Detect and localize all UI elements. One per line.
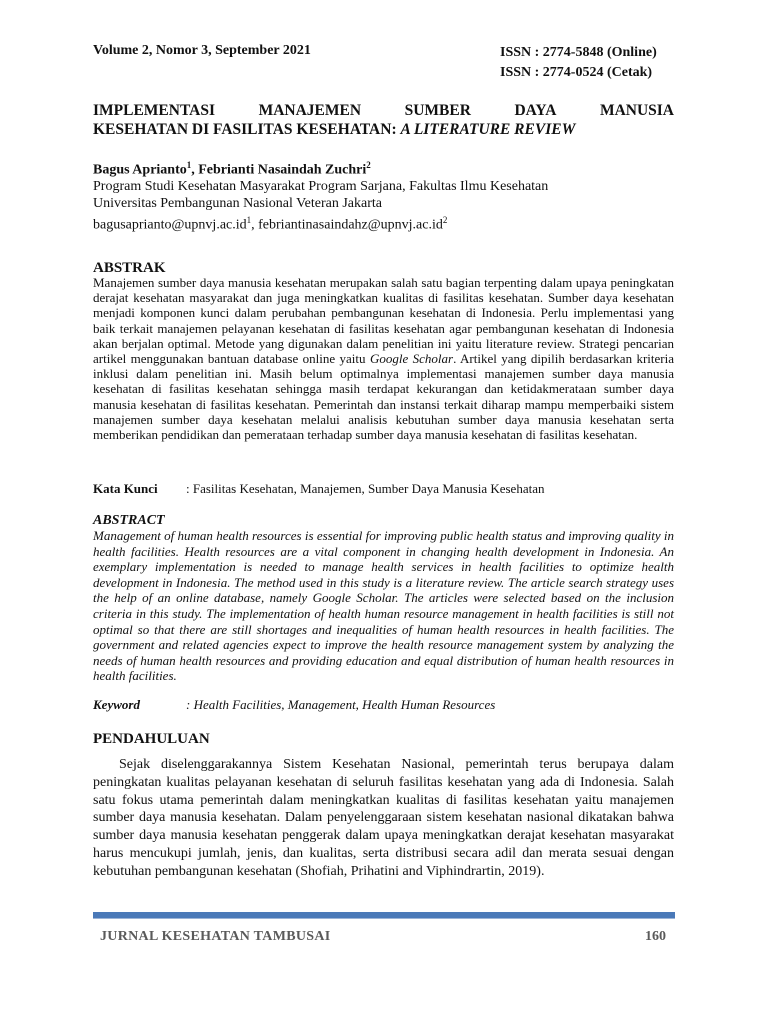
email-2[interactable]: febriantinasaindahz@upnvj.ac.id <box>258 217 443 233</box>
paper-title <box>93 101 674 139</box>
title-word: MANUSIA <box>599 102 674 119</box>
title-line-1 <box>93 101 674 120</box>
issn-block <box>500 43 657 83</box>
kata-kunci-label: Kata Kunci <box>93 481 158 496</box>
abstrak-text-italic: Google Scholar <box>369 351 454 367</box>
abstrak-text-part-1: Manajemen sumber daya manusia kesehatan merupakan salah satu bagian terpenting dalam upaya peningkatan derajat kesehatan masyarakat dan juga meningkatkan kualitas di fasilitas kesehatan. Sumber daya kesehatan menjadi komponen kunci dalam perubahan pembangunan kesehatan di Indonesia. Perlu implementasi yang baik terkait manajemen pelayanan kesehatan di fasilitas kesehatan agar pembangunan kesehatan di Indonesia akan berjalan optimal. Metode yang digunakan dalam penelitian ini yaitu literature review. Strategi pencarian artikel menggunakan bantuan database online yaitu <box>93 275 674 367</box>
kata-kunci-row <box>93 481 674 497</box>
email-line <box>93 212 548 234</box>
title-line-2 <box>93 120 674 139</box>
abstract-text: Management of human health resources is essential for improving public health status and improving quality in health facilities. Health resources are a vital component in changing health development in Indonesia. An exemplary implementation is needed to manage health services in health facilities to optimize health development in Indonesia. The method used in this study is a literature review. The article search strategy uses the help of an online database, namely Google Scholar. The articles were selected based on the inclusion criteria in this study. The implementation of health human resource management in health facilities is still not optimal so that there are still shortages and inequalities of human health resources in health facilities. The government and related agencies expect to improve the health resource management system by analyzing the needs of human health resources and providing education and equal distribution of human health resources in health facilities. <box>93 528 674 684</box>
pendahuluan-heading: PENDAHULUAN <box>93 731 210 747</box>
abstract-heading: ABSTRACT <box>93 513 165 528</box>
author-2: Febrianti Nasaindah Zuchri <box>198 162 367 178</box>
footer-rule-thin <box>93 918 675 919</box>
affiliation <box>93 178 548 234</box>
abstrak-text <box>93 275 674 442</box>
title-word: MANAJEMEN <box>258 102 362 119</box>
kata-kunci-value: : Fasilitas Kesehatan, Manajemen, Sumber Daya Manusia Kesehatan <box>186 481 545 496</box>
title-line-2-regular: KESEHATAN DI FASILITAS KESEHATAN: <box>93 121 401 138</box>
abstrak-text-part-2: . Artikel yang dipilih berdasarkan kriteria inklusi dalam penelitian ini. Masih belum optimalnya implementasi manajemen sumber daya manusia kesehatan di fasilitas kesehatan sehingga masih terdapat kekurangan dan ketidakmerataan sumber daya manusia kesehatan di fasilitas kesehatan. Pemerintah dan instansi terkait diharap mampu memperbaiki sistem manajemen sumber daya kesehatan melalui analisis kebutuhan sumber daya manusia kesehatan serta memberikan pendidikan dan pemerataan terhadap sumber daya manusia kesehatan di fasilitas kesehatan. <box>93 351 675 443</box>
journal-name: JURNAL KESEHATAN TAMBUSAI <box>100 929 331 944</box>
title-word: SUMBER <box>404 102 471 119</box>
program-line: Program Studi Kesehatan Masyarakat Program Sarjana, Fakultas Ilmu Kesehatan <box>93 179 549 194</box>
issn-online: ISSN : 2774-5848 (Online) <box>500 45 657 60</box>
email-2-sup: 2 <box>442 215 448 225</box>
abstrak-heading: ABSTRAK <box>93 260 166 276</box>
keyword-row <box>93 697 674 713</box>
pendahuluan-text: Sejak diselenggarakannya Sistem Kesehatan Nasional, pemerintah terus berupaya dalam peningkatan kualitas pelayanan kesehatan di seluruh fasilitas kesehatan yang ada di Indonesia. Salah satu fokus utama pemerintah dalam meningkatkan kualitas di fasilitas kesehatan yaitu manajemen sumber daya manusia kesehatan. Dalam penyelenggaraan sistem kesehatan nasional dikatakan bahwa sumber daya manusia kesehatan penggerak dalam upaya meningkatkan derajat kesehatan masyarakat harus mencukupi jumlah, jenis, dan kualitas, serta distribusi secara adil dan merata sesuai dengan kebutuhan pembangunan kesehatan (Shofiah, Prihatini and Viphindrartin, 2019). <box>93 757 674 879</box>
title-word: DAYA <box>514 102 557 119</box>
email-1-sup: 1 <box>246 215 252 225</box>
title-line-2-italic: A LITERATURE REVIEW <box>400 121 576 138</box>
author-list <box>93 160 371 179</box>
keyword-value: : Health Facilities, Management, Health Human Resources <box>186 697 496 712</box>
author-1: Bagus Aprianto <box>93 162 187 178</box>
page-number: 160 <box>645 929 666 944</box>
title-word: IMPLEMENTASI <box>93 102 216 119</box>
email-separator: , <box>251 217 259 233</box>
email-1[interactable]: bagusaprianto@upnvj.ac.id <box>93 217 247 233</box>
volume-info: Volume 2, Nomor 3, September 2021 <box>93 43 311 58</box>
author-2-sup: 2 <box>366 160 371 170</box>
author-separator: , <box>191 162 199 178</box>
university-line: Universitas Pembangunan Nasional Veteran Jakarta <box>93 196 382 211</box>
keyword-label: Keyword <box>93 697 140 712</box>
author-1-sup: 1 <box>186 160 192 170</box>
issn-print: ISSN : 2774-0524 (Cetak) <box>500 65 653 80</box>
